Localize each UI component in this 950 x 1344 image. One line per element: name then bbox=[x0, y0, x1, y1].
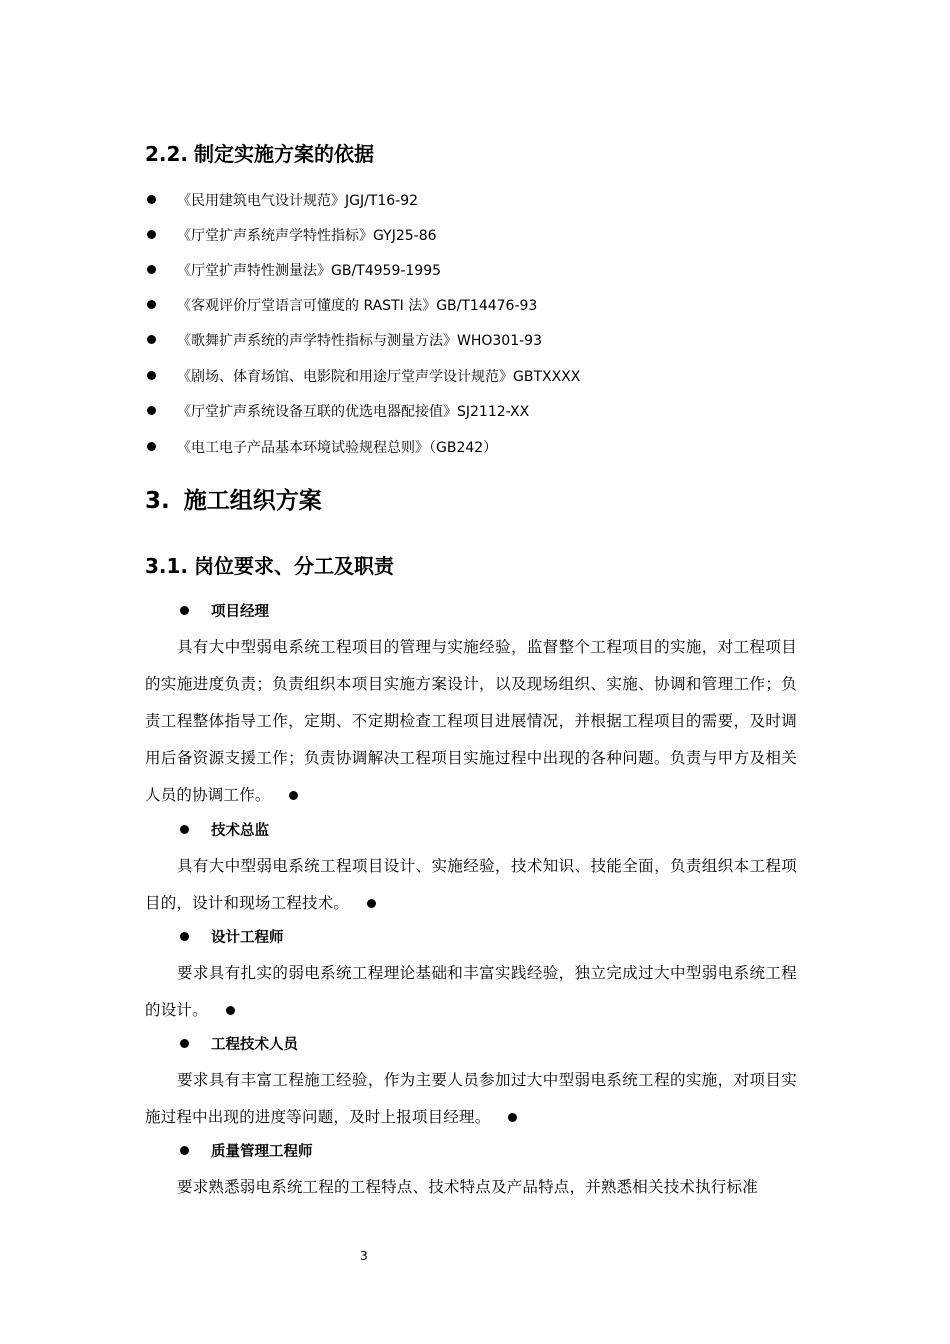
bullet-icon bbox=[147, 371, 156, 380]
role-description-text: 具有大中型弱电系统工程项目设计、实施经验，技术知识、技能全面，负责组织本工程项目的，设计和现场工程技术。 bbox=[145, 857, 797, 912]
reference-text: 《厅堂扩声特性测量法》GB/T4959-1995 bbox=[177, 263, 442, 279]
reference-text: 《民用建筑电气设计规范》JGJ/T16-92 bbox=[177, 193, 419, 209]
bullet-icon bbox=[147, 265, 156, 274]
bullet-icon bbox=[508, 1113, 517, 1122]
role-description-text: 要求具有扎实的弱电系统工程理论基础和丰富实践经验，独立完成过大中型弱电系统工程的设计。 bbox=[145, 964, 797, 1019]
bullet-icon bbox=[367, 899, 376, 908]
section-number: 3. bbox=[145, 488, 170, 514]
role-description-text: 具有大中型弱电系统工程项目的管理与实施经验，监督整个工程项目的实施，对工程项目的实施进度负责；负责组织本项目实施方案设计，以及现场组织、实施、协调和管理工作；负责工程整体指导工作，定期、不定期检查工程项目进展情况，并根据工程项目的需要，及时调用后备资源支援工作；负责协调解决工程项目实施过程中出现的各种问题。负责与甲方及相关人员的协调工作。 bbox=[145, 638, 797, 804]
section-3-1-heading bbox=[145, 550, 394, 579]
page-number: 3 bbox=[360, 1249, 368, 1263]
bullet-icon bbox=[226, 1006, 235, 1015]
role-name: 工程技术人员 bbox=[211, 1037, 298, 1053]
role-description bbox=[145, 848, 797, 922]
bullet-icon bbox=[180, 825, 189, 834]
role-description bbox=[145, 1062, 797, 1136]
section-title: 施工组织方案 bbox=[183, 488, 322, 514]
bullet-icon bbox=[180, 1039, 189, 1048]
role-description bbox=[145, 955, 797, 1029]
role-name: 设计工程师 bbox=[211, 930, 284, 946]
role-description bbox=[145, 629, 797, 814]
reference-text: 《厅堂扩声系统声学特性指标》GYJ25-86 bbox=[177, 228, 437, 244]
role-description bbox=[145, 1169, 797, 1206]
bullet-icon bbox=[147, 195, 156, 204]
bullet-icon bbox=[180, 932, 189, 941]
bullet-icon bbox=[147, 442, 156, 451]
bullet-icon bbox=[147, 230, 156, 239]
bullet-icon bbox=[147, 406, 156, 415]
bullet-icon bbox=[147, 335, 156, 344]
reference-text: 《剧场、体育场馆、电影院和用途厅堂声学设计规范》GBTXXXX bbox=[177, 369, 581, 385]
bullet-icon bbox=[147, 300, 156, 309]
section-2-2-heading bbox=[145, 138, 374, 167]
section-number: 3.1. bbox=[145, 554, 189, 578]
bullet-icon bbox=[289, 791, 298, 800]
bullet-icon bbox=[180, 1146, 189, 1155]
reference-text: 《厅堂扩声系统设备互联的优选电器配接值》SJ2112-XX bbox=[177, 404, 530, 420]
reference-text: 《歌舞扩声系统的声学特性指标与测量方法》WHO301-93 bbox=[177, 333, 542, 349]
section-title: 岗位要求、分工及职责 bbox=[194, 554, 395, 578]
section-number: 2.2. bbox=[145, 142, 189, 166]
role-name: 项目经理 bbox=[211, 604, 269, 620]
role-description-text: 要求熟悉弱电系统工程的工程特点、技术特点及产品特点，并熟悉相关技术执行标准 bbox=[177, 1178, 758, 1196]
role-description-text: 要求具有丰富工程施工经验，作为主要人员参加过大中型弱电系统工程的实施，对项目实施过程中出现的进度等问题，及时上报项目经理。 bbox=[145, 1071, 797, 1126]
reference-text: 《电工电子产品基本环境试验规程总则》（GB242） bbox=[177, 440, 498, 456]
section-3-heading bbox=[145, 482, 322, 515]
reference-text: 《客观评价厅堂语言可懂度的 RASTI 法》GB/T14476-93 bbox=[177, 298, 538, 314]
section-title: 制定实施方案的依据 bbox=[194, 142, 375, 166]
bullet-icon bbox=[180, 606, 189, 615]
role-name: 质量管理工程师 bbox=[211, 1144, 313, 1160]
role-name: 技术总监 bbox=[211, 823, 269, 839]
